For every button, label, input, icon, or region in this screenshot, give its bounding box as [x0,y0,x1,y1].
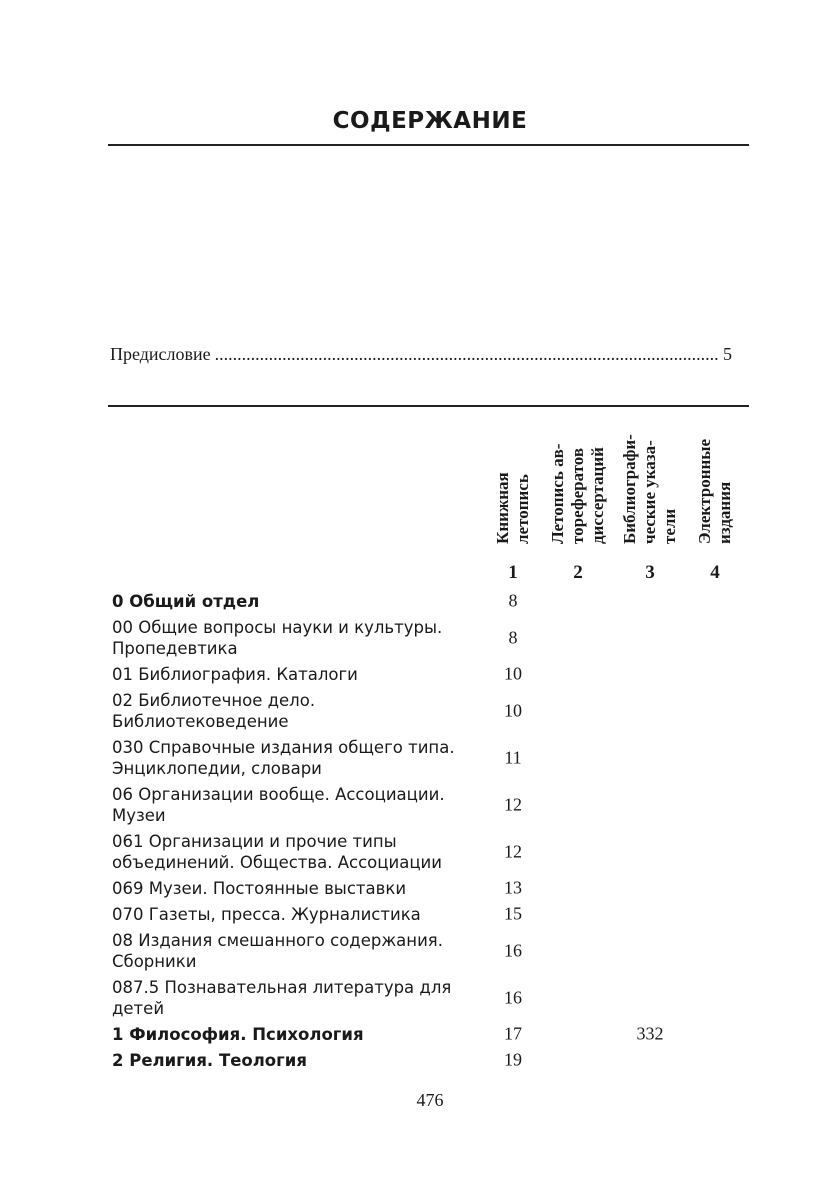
table-row[interactable] [112,974,752,1021]
column-number-1: 1 [508,562,518,583]
col1-page: 11 [504,747,522,767]
col1-page: 19 [504,1049,522,1070]
column-header-2: Летопись ав- торефератов диссертаций [548,443,607,544]
column-header-4: Электронные издания [695,438,734,544]
toc-table [112,588,752,1073]
column-number-2: 2 [573,562,583,583]
col1-page: 10 [504,663,522,684]
col3-page: 332 [636,1023,664,1044]
row-label: 1 Философия. Психология [112,1024,364,1044]
page-number: 476 [416,1090,444,1110]
row-label: 030 Справочные издания общего типа. Энциклопедии, словари [112,737,455,778]
col1-page: 12 [504,841,522,861]
col1-page: 8 [508,590,518,611]
title-divider [108,144,749,146]
row-label: 00 Общие вопросы науки и культуры. Пропедевтика [112,617,443,658]
column-number-3: 3 [645,562,655,583]
table-row[interactable] [112,1021,752,1047]
col1-page: 16 [504,940,522,960]
row-label: 061 Организации и прочие типы объединений. Общества. Ассоциации [112,831,443,872]
row-label: 01 Библиография. Каталоги [112,664,358,684]
row-label: 06 Организации вообще. Ассоциации. Музеи [112,784,445,825]
col1-page: 15 [504,903,522,924]
table-row[interactable] [112,901,752,927]
preface-label: Предисловие [110,344,211,364]
leader-dots [215,344,719,365]
col1-page: 17 [504,1023,522,1044]
col1-page: 8 [508,627,518,647]
row-label: 02 Библиотечное дело. Библиотековедение [112,690,316,731]
col1-page: 16 [504,987,522,1007]
row-label: 08 Издания смешанного содержания. Сборники [112,930,443,971]
column-header-3: Библиографи- ческие указа- тели [620,434,679,544]
col1-page: 12 [504,794,522,814]
row-label: 087.5 Познавательная литература для детей [112,977,452,1018]
table-row[interactable] [112,588,752,614]
page-title: СОДЕРЖАНИЕ [332,108,528,134]
table-row[interactable] [112,875,752,901]
table-row[interactable] [112,781,752,828]
preface-page: 5 [723,344,732,364]
table-row[interactable] [112,687,752,734]
table-row[interactable] [112,927,752,974]
row-label: 0 Общий отдел [112,591,260,611]
table-row[interactable] [112,734,752,781]
table-row[interactable] [112,661,752,687]
table-row[interactable] [112,1047,752,1073]
table-divider [108,405,749,407]
col1-page: 13 [504,877,522,898]
row-label: 2 Религия. Теология [112,1050,307,1070]
column-number-4: 4 [710,562,720,583]
toc-entry-preface[interactable] [110,344,732,365]
row-label: 069 Музеи. Постоянные выставки [112,878,407,898]
row-label: 070 Газеты, пресса. Журналистика [112,904,421,924]
table-row[interactable] [112,614,752,661]
table-row[interactable] [112,828,752,875]
column-header-1: Книжная летопись [493,472,532,544]
col1-page: 10 [504,700,522,720]
